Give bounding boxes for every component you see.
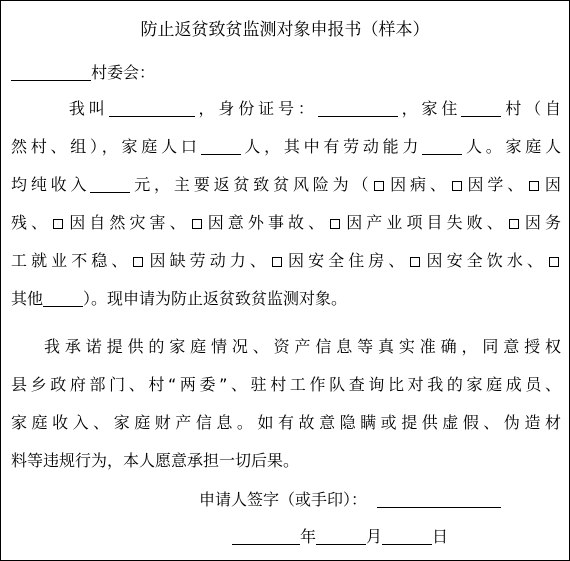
addressee-line — [11, 61, 561, 85]
text-id-number: ，身份证号： — [194, 99, 318, 118]
signature-label: 申请人签字（或手印）： — [199, 490, 368, 509]
label-disability-cont: 残、 — [11, 213, 52, 232]
paragraph2-line1: 我承诺提供的家庭情况、资产信息等真实准确，同意授权 — [44, 337, 561, 356]
day-blank[interactable] — [382, 526, 432, 545]
paragraph1-line1 — [11, 97, 561, 121]
label-illness: 因病、 — [386, 175, 450, 194]
labor-count-blank[interactable] — [422, 136, 462, 155]
form-title: 防止返贫致贫监测对象申报书（样本） — [140, 20, 430, 40]
village-name-blank[interactable] — [11, 62, 91, 81]
text-risk-intro: 元，主要返贫致贫风险为（ — [130, 175, 373, 194]
signature-line — [199, 488, 501, 512]
label-labor-shortage: 因缺劳动力、 — [145, 251, 270, 270]
checkbox-housing[interactable] — [272, 257, 282, 267]
label-unstable-employment-cont: 工就业不稳、 — [11, 251, 132, 270]
checkbox-education[interactable] — [452, 181, 462, 191]
signature-blank[interactable] — [377, 489, 501, 508]
text-household: 人。家庭人 — [462, 137, 561, 156]
text-village: 村（自 — [501, 99, 561, 118]
id-number-blank[interactable] — [318, 98, 398, 117]
text-household-size: 然村、组），家庭人口 — [11, 137, 201, 156]
checkbox-accident[interactable] — [192, 219, 202, 229]
other-reason-blank[interactable] — [43, 288, 83, 307]
label-other: 其他 — [11, 289, 44, 308]
addressee-label: 村委会： — [91, 63, 156, 82]
paragraph2-line4: 料等违规行为，本人愿意承担一切后果。 — [11, 451, 300, 470]
year-blank[interactable] — [232, 526, 300, 545]
paragraph1-line6 — [11, 287, 561, 311]
text-my-name: 我叫 — [65, 99, 109, 118]
label-housing: 因安全住房、 — [283, 251, 409, 270]
paragraph1-line5 — [11, 249, 561, 273]
month-blank[interactable] — [316, 526, 366, 545]
checkbox-disability[interactable] — [529, 181, 539, 191]
text-apply: ）。现申请为防止返贫致贫监测对象。 — [83, 289, 348, 308]
label-industry-failure: 因产业项目失败、 — [342, 213, 507, 232]
label-education: 因学、 — [463, 175, 528, 194]
village-blank[interactable] — [461, 98, 501, 117]
day-label: 日 — [432, 527, 449, 546]
label-disability: 因 — [541, 175, 561, 194]
paragraph1-line3 — [11, 173, 561, 197]
checkbox-industry-failure[interactable] — [330, 219, 340, 229]
checkbox-drinking-water[interactable] — [410, 257, 420, 267]
paragraph2-line2: 县乡政府部门、村“两委”、驻村工作队查询比对我的家庭成员、 — [11, 375, 561, 394]
name-blank[interactable] — [109, 98, 195, 117]
household-size-blank[interactable] — [201, 136, 241, 155]
label-drinking-water: 因安全饮水、 — [422, 251, 547, 270]
text-income: 均纯收入 — [11, 175, 91, 194]
paragraph2-line3: 家庭收入、家庭财产信息。如有故意隐瞒或提供虚假、伪造材 — [11, 413, 561, 432]
date-line — [232, 525, 448, 549]
year-label: 年 — [300, 527, 317, 546]
paragraph1-line4 — [11, 211, 561, 235]
income-blank[interactable] — [90, 174, 130, 193]
text-live-at: ，家住 — [397, 99, 462, 118]
checkbox-illness[interactable] — [374, 181, 384, 191]
checkbox-other[interactable] — [549, 257, 559, 267]
label-natural-disaster: 因自然灾害、 — [65, 213, 190, 232]
checkbox-labor-shortage[interactable] — [133, 257, 143, 267]
label-accident: 因意外事故、 — [203, 213, 329, 232]
checkbox-natural-disaster[interactable] — [53, 219, 63, 229]
checkbox-unstable-employment[interactable] — [509, 219, 519, 229]
paragraph1-line2 — [11, 135, 561, 159]
label-unstable-employment: 因务 — [520, 213, 561, 232]
month-label: 月 — [366, 527, 383, 546]
text-labor-capacity: 人，其中有劳动能力 — [240, 137, 423, 156]
